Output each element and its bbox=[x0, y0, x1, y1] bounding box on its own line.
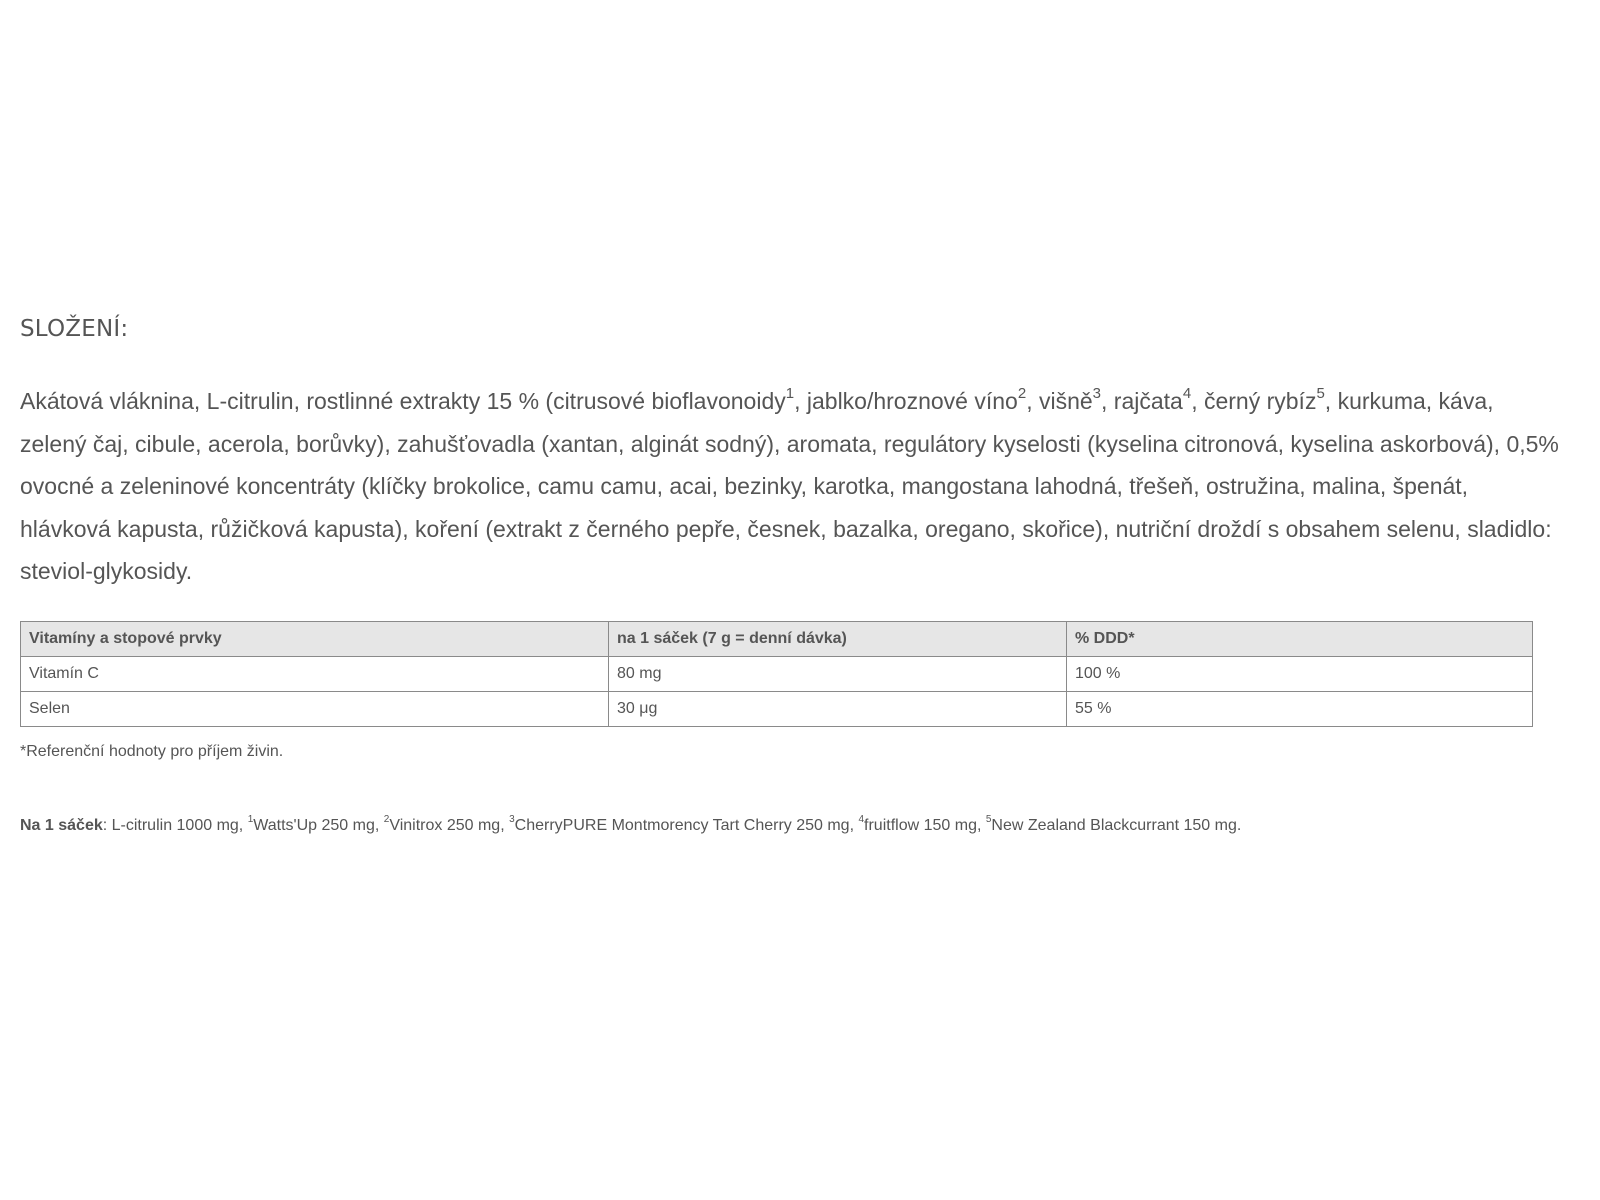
footnote-marker: 1 bbox=[785, 385, 795, 403]
footnote-marker: 5 bbox=[1316, 385, 1325, 403]
per-sachet-segment: CherryPURE Montmorency Tart Cherry 250 mg, bbox=[514, 816, 859, 834]
ingredients-segment: , rajčata bbox=[1101, 388, 1183, 414]
column-header-nutrient: Vitamíny a stopové prvky bbox=[21, 621, 609, 656]
composition-heading: SLOŽENÍ: bbox=[20, 316, 129, 342]
table-cell: 30 μg bbox=[609, 691, 1067, 726]
reference-footnote: *Referenční hodnoty pro příjem živin. bbox=[20, 742, 284, 760]
ingredients-segment: , jablko/hroznové víno bbox=[794, 388, 1018, 414]
table-cell: Selen bbox=[21, 691, 609, 726]
column-header-rda: % DDD* bbox=[1067, 621, 1533, 656]
table-row bbox=[21, 691, 1533, 726]
table-cell: 100 % bbox=[1067, 656, 1533, 691]
ingredients-segment: , kurkuma, káva, zelený čaj, cibule, acerola, borůvky), zahušťovadla (xantan, alginát sodný), aromata, regulátory kyselosti (kyselina citronová, kyselina askorbová), 0,5% ovocné a zeleninové koncentráty (klíčky brokolice, camu camu, acai, bezinky, karotka, mangostana lahodná, třešeň, ostružina, malina, špenát, hlávková kapusta, růžičková kapusta), koření (extrakt z černého pepře, česnek, bazalka, oregano, skořice), nutriční droždí s obsahem selenu, sladidlo: steviol-glykosidy. bbox=[20, 388, 1559, 584]
table-cell: 55 % bbox=[1067, 691, 1533, 726]
footnote-marker: 5 bbox=[985, 814, 992, 826]
table-header-row bbox=[21, 621, 1533, 656]
footnote-marker: 2 bbox=[383, 814, 390, 826]
per-sachet-note bbox=[20, 814, 1560, 835]
footnote-marker: 4 bbox=[1182, 385, 1192, 403]
ingredients-segment: Akátová vláknina, L-citrulin, rostlinné extrakty 15 % (citrusové bioflavonoidy bbox=[20, 388, 786, 414]
per-sachet-segment: : L-citrulin 1000 mg, bbox=[102, 816, 248, 834]
table-cell: Vitamín C bbox=[21, 656, 609, 691]
column-header-per-sachet: na 1 sáček (7 g = denní dávka) bbox=[609, 621, 1067, 656]
ingredients-text bbox=[20, 380, 1560, 593]
footnote-marker: 4 bbox=[858, 814, 865, 826]
document-body bbox=[20, 316, 1560, 835]
footnote-marker: 3 bbox=[1092, 385, 1102, 403]
nutrition-table bbox=[20, 621, 1533, 727]
ingredients-segment: , černý rybíz bbox=[1191, 388, 1317, 414]
per-sachet-segment: fruitflow 150 mg, bbox=[864, 816, 986, 834]
per-sachet-segment: Watts'Up 250 mg, bbox=[253, 816, 384, 834]
ingredients-segment: , višně bbox=[1026, 388, 1093, 414]
footnote-marker: 3 bbox=[509, 814, 515, 826]
footnote-marker: 2 bbox=[1017, 385, 1027, 403]
table-row bbox=[21, 656, 1533, 691]
per-sachet-segment: Vinitrox 250 mg, bbox=[389, 816, 510, 834]
table-cell: 80 mg bbox=[609, 656, 1067, 691]
footnote-marker: 1 bbox=[247, 814, 254, 826]
per-sachet-segment: New Zealand Blackcurrant 150 mg. bbox=[991, 816, 1242, 834]
per-sachet-label: Na 1 sáček bbox=[20, 816, 103, 834]
